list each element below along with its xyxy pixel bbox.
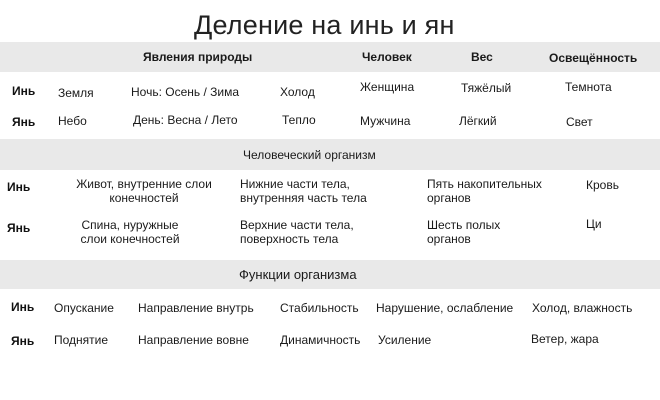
cell-brightness: Свет — [566, 115, 593, 129]
cell-darkness: Темнота — [565, 80, 612, 94]
cell-outward: Направление вовне — [138, 333, 249, 347]
cell-earth: Земля — [58, 86, 94, 100]
cell-five-organs: Пять накопительных органов — [427, 177, 542, 205]
cell-six-organs: Шесть полых органов — [427, 218, 501, 246]
cell-inward: Направление внутрь — [138, 301, 254, 315]
cell-lower-body: Нижние части тела, внутренняя часть тела — [240, 177, 367, 205]
header-nature: Явления природы — [143, 50, 253, 64]
cell-back: Спина, нуружные слои конечностей — [80, 218, 180, 246]
cell-descending: Опускание — [54, 301, 114, 315]
cell-cold: Холод — [280, 85, 315, 99]
cell-upper-body: Верхние части тела, поверхность тела — [240, 218, 354, 246]
cell-woman: Женщина — [360, 80, 415, 94]
body-row-label-yang: Янь — [7, 221, 31, 235]
cell-warmth: Тепло — [282, 113, 316, 127]
cell-sky: Небо — [58, 114, 87, 128]
cell-strengthening: Усиление — [378, 333, 432, 347]
cell-rising: Поднятие — [54, 333, 109, 347]
cell-abdomen: Живот, внутренние слои конечностей — [76, 177, 212, 205]
row-label-yang: Янь — [12, 115, 36, 129]
body-row-label-yin: Инь — [7, 180, 31, 194]
cell-stability: Стабильность — [280, 301, 359, 315]
header-weight: Вес — [471, 50, 493, 64]
page-title: Деление на инь и ян — [194, 10, 455, 40]
cell-blood: Кровь — [586, 178, 619, 192]
functions-row-label-yang: Янь — [11, 334, 35, 348]
cell-day: День: Весна / Лето — [133, 113, 238, 127]
cell-light: Лёгкий — [459, 114, 497, 128]
header-human: Человек — [362, 50, 412, 64]
row-label-yin: Инь — [12, 84, 36, 98]
cell-qi: Ци — [586, 217, 602, 231]
functions-row-label-yin: Инь — [11, 300, 35, 314]
cell-dynamism: Динамичность — [280, 333, 361, 347]
cell-man: Мужчина — [360, 114, 411, 128]
cell-night: Ночь: Осень / Зима — [131, 85, 240, 99]
section-body-title: Человеческий организм — [243, 148, 376, 162]
cell-wind-heat: Ветер, жара — [531, 332, 599, 346]
header-light: Освещённость — [549, 51, 638, 65]
cell-weakening: Нарушение, ослабление — [376, 301, 514, 315]
cell-heavy: Тяжёлый — [461, 81, 512, 95]
section-functions-title: Функции организма — [239, 267, 357, 282]
cell-cold-humidity: Холод, влажность — [532, 301, 633, 315]
